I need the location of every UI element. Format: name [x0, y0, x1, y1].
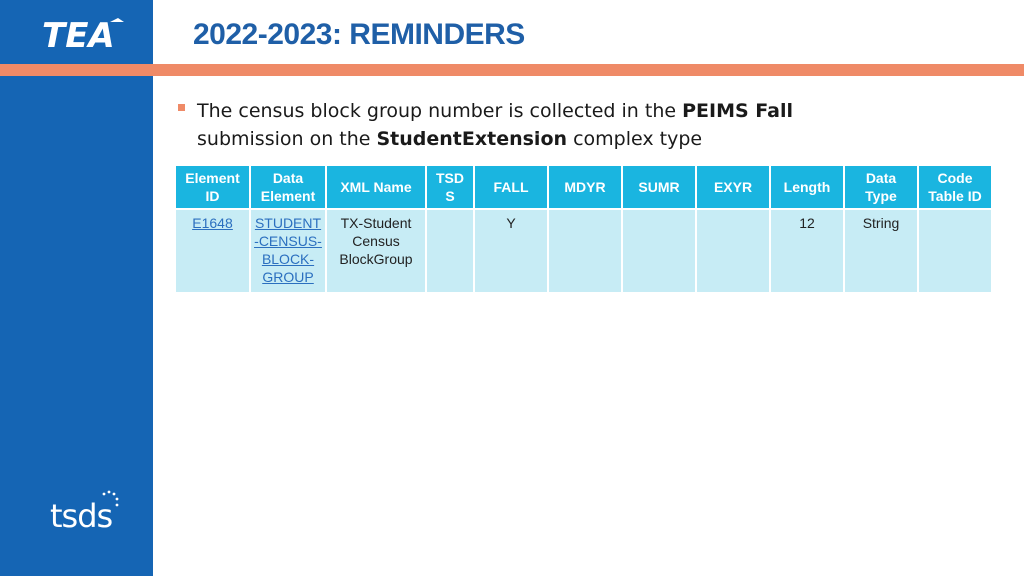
header-xml-name: XML Name — [326, 166, 426, 209]
tsds-logo-text: tsds — [50, 497, 113, 535]
sumr-cell — [622, 209, 696, 292]
page-title: 2022-2023: REMINDERS — [193, 18, 525, 51]
bullet-square-icon — [178, 104, 185, 111]
header-mdyr: MDYR — [548, 166, 622, 209]
fall-cell: Y — [474, 209, 548, 292]
header-fall: FALL — [474, 166, 548, 209]
header-data-element: Data Element — [250, 166, 326, 209]
header-data-type: Data Type — [844, 166, 918, 209]
header-length: Length — [770, 166, 844, 209]
bullet-text: The census block group number is collected in the PEIMS Fall submission on the StudentExtension complex type — [197, 100, 794, 150]
code-table-id-cell — [918, 209, 992, 292]
header-tsds: TSD S — [426, 166, 474, 209]
tea-logo — [40, 14, 132, 54]
header-sumr: SUMR — [622, 166, 696, 209]
table-header-row — [176, 166, 992, 209]
header-exyr: EXYR — [696, 166, 770, 209]
header-code-table-id: Code Table ID — [918, 166, 992, 209]
xml-name-cell: TX-Student Census BlockGroup — [326, 209, 426, 292]
tea-logo-text: TEA — [42, 16, 115, 54]
header-element-id: Element ID — [176, 166, 250, 209]
data-type-cell: String — [844, 209, 918, 292]
sidebar — [0, 0, 153, 576]
exyr-cell — [696, 209, 770, 292]
element-id-link[interactable]: E1648 — [176, 209, 250, 292]
mdyr-cell — [548, 209, 622, 292]
table-row — [176, 209, 992, 292]
data-element-link[interactable]: STUDENT -CENSUS- BLOCK- GROUP — [250, 209, 326, 292]
tsds-cell — [426, 209, 474, 292]
accent-divider — [0, 64, 1024, 76]
data-element-table — [176, 166, 993, 292]
length-cell: 12 — [770, 209, 844, 292]
